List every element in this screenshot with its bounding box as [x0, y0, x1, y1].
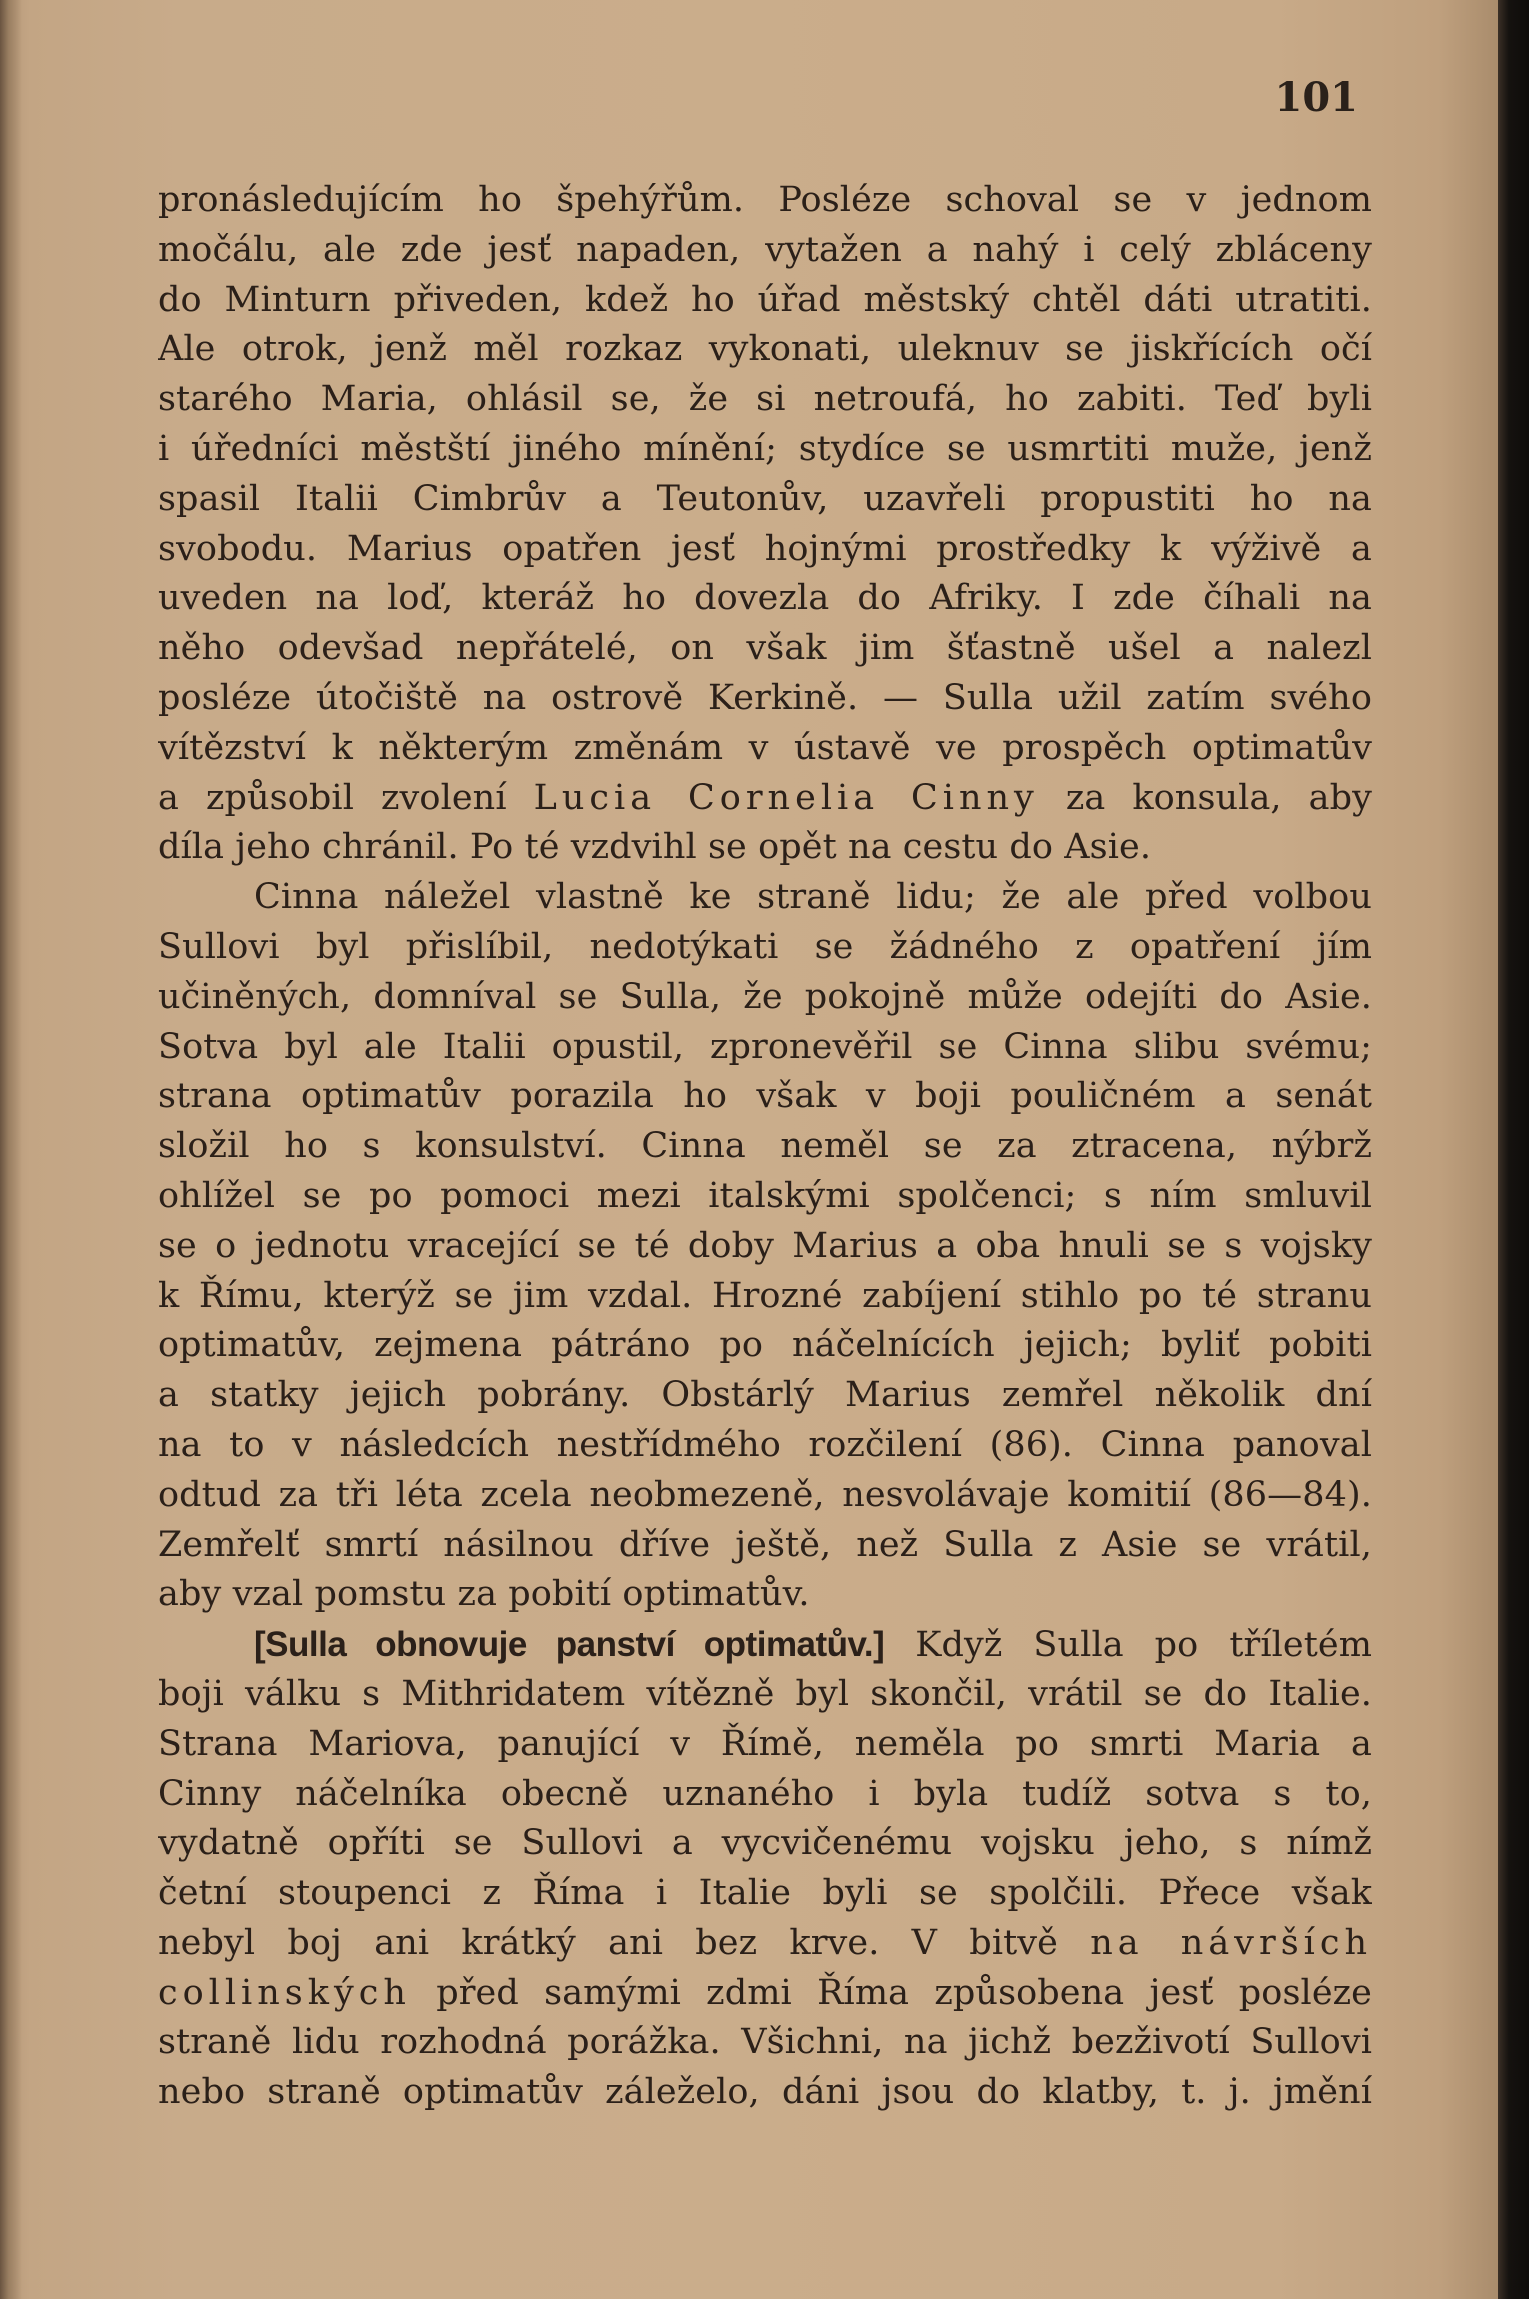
text-line: posléze útočiště na ostrově Kerkině. — Sulla užil zatím svého: [158, 677, 1372, 718]
text-line: straně lidu rozhodná porážka. Všichni, na jichž bezživotí Sullovi: [158, 2022, 1372, 2063]
text-line: i úředníci městští jiného mínění; stydíce se usmrtiti muže, jenž: [158, 428, 1372, 469]
text-segment: za konsula, aby: [1038, 777, 1372, 818]
text-line: Cinny náčelníka obecně uznaného i byla tudíž sotva s to,: [158, 1773, 1372, 1814]
text-line: boji válku s Mithridatem vítězně byl skončil, vrátil se do Italie.: [158, 1673, 1372, 1714]
text-line: na to v následcích nestřídmého rozčilení (86). Cinna panoval: [158, 1424, 1372, 1465]
text-line: Strana Mariova, panující v Římě, neměla po smrti Maria a: [158, 1723, 1372, 1764]
text-line: učiněných, domníval se Sulla, že pokojně může odejíti do Asie.: [158, 976, 1372, 1017]
text-line: nebo straně optimatův záleželo, dáni jsou do klatby, t. j. jmění: [158, 2072, 1372, 2113]
text-line: močálu, ale zde jesť napaden, vytažen a nahý i celý zbláceny: [158, 229, 1372, 270]
text-line: [158, 1620, 1372, 1670]
text-line: [158, 1919, 1372, 1969]
text-line: odtud za tři léta zcela neobmezeně, nesvolávaje komitií (86—84).: [158, 1474, 1372, 1515]
text-line: ohlížel se po pomoci mezi italskými spolčenci; s ním smluvil: [158, 1175, 1372, 1216]
spaced-location: collinských: [158, 1972, 411, 2013]
text-line: Sotva byl ale Italii opustil, zpronevěřil se Cinna slibu svému;: [158, 1026, 1372, 1067]
text-line: četní stoupenci z Říma i Italie byli se spolčili. Přece však: [158, 1873, 1372, 1914]
text-line: Cinna náležel vlastně ke straně lidu; že ale před volbou: [254, 877, 1372, 918]
text-line: [158, 774, 1372, 824]
text-line: uveden na loď, kteráž ho dovezla do Afriky. I zde číhali na: [158, 578, 1372, 619]
text-line: složil ho s konsulství. Cinna neměl se za ztracena, nýbrž: [158, 1126, 1372, 1167]
text-line: pronásledujícím ho špehýřům. Posléze schoval se v jednom: [158, 180, 1372, 220]
text-line: se o jednotu vracející se té doby Marius a oba hnuli se s vojsky: [158, 1225, 1372, 1266]
text-line: Ale otrok, jenž měl rozkaz vykonati, uleknuv se jiskřících očí: [158, 329, 1372, 370]
text-segment: Když Sulla po tříletém: [884, 1625, 1372, 1666]
text-line: strana optimatův porazila ho však v boji pouličném a senát: [158, 1076, 1372, 1117]
page-number: 101: [1274, 74, 1358, 121]
text-line: svobodu. Marius opatřen jesť hojnými prostředky k výživě a: [158, 528, 1372, 569]
text-line: k Římu, kterýž se jim vzdal. Hrozné zabíjení stihlo po té stranu: [158, 1275, 1372, 1316]
text-line: Sullovi byl přislíbil, nedotýkati se žádného z opatření jím: [158, 926, 1372, 967]
text-line: něho odevšad nepřátelé, on však jim šťastně ušel a nalezl: [158, 628, 1372, 669]
text-segment: před samými zdmi Říma způsobena jesť posléze: [436, 1972, 1372, 2013]
text-line: [158, 1969, 1372, 2019]
spaced-location: na návrších: [1090, 1922, 1372, 1963]
text-segment: a způsobil zvolení: [158, 777, 534, 818]
text-line: vítězství k některým změnám v ústavě ve prospěch optimatův: [158, 727, 1372, 768]
text-line: aby vzal pomstu za pobití optimatův.: [158, 1574, 810, 1615]
section-heading: [Sulla obnovuje panství optimatův.]: [254, 1625, 885, 1665]
text-line: Zemřelť smrtí násilnou dříve ještě, než Sulla z Asie se vrátil,: [158, 1524, 1372, 1565]
text-line: vydatně opříti se Sullovi a vycvičenému vojsku jeho, s nímž: [158, 1823, 1372, 1864]
text-segment: nebyl boj ani krátký ani bez krve. V bitvě: [158, 1922, 1091, 1963]
text-line: do Minturn přiveden, kdež ho úřad městský chtěl dáti utratiti.: [158, 279, 1372, 320]
text-line: díla jeho chránil. Po té vzdvihl se opět na cestu do Asie.: [158, 827, 1152, 868]
text-line: spasil Italii Cimbrův a Teutonův, uzavřeli propustiti ho na: [158, 478, 1372, 519]
spaced-name: Lucia Cornelia Cinny: [533, 777, 1039, 818]
body-text: [158, 176, 1372, 2118]
book-edge: [1498, 0, 1529, 2299]
text-segment: [411, 1973, 436, 2013]
text-line: a statky jejich pobrány. Obstárlý Marius zemřel několik dní: [158, 1375, 1372, 1416]
text-line: optimatův, zejmena pátráno po náčelnících jejich; byliť pobiti: [158, 1325, 1372, 1366]
text-line: starého Maria, ohlásil se, že si netroufá, ho zabiti. Teď byli: [158, 379, 1372, 420]
